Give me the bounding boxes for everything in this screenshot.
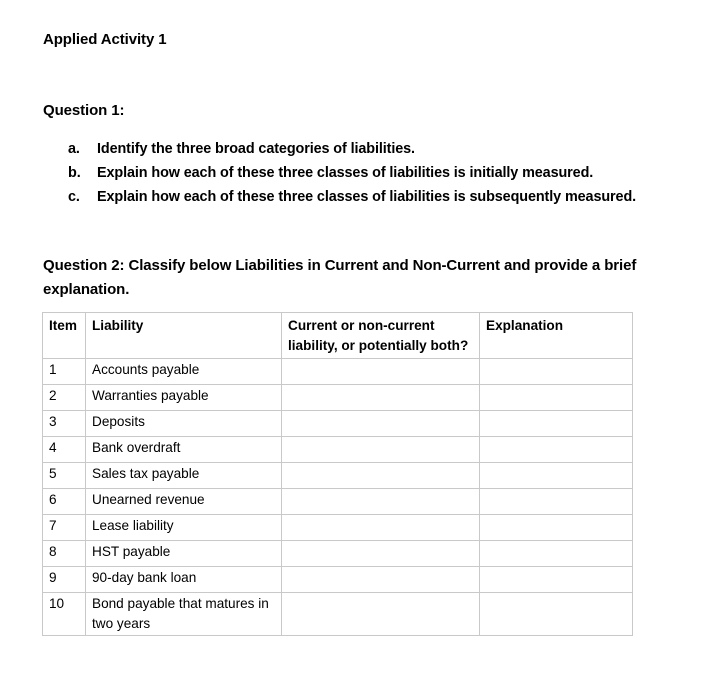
- item-number: 5: [43, 463, 86, 489]
- list-marker: a.: [68, 141, 80, 157]
- question-1-heading: Question 1:: [43, 102, 125, 119]
- header-liability: Liability: [86, 313, 282, 359]
- explanation-cell[interactable]: [480, 593, 633, 636]
- table-row: [43, 385, 633, 411]
- liability-name: Lease liability: [86, 515, 282, 541]
- list-marker: b.: [68, 165, 81, 181]
- question-2-heading: Question 2: Classify below Liabilities in Current and Non-Current and provide a brief explanation.: [43, 257, 637, 298]
- explanation-cell[interactable]: [480, 437, 633, 463]
- table-row: [43, 515, 633, 541]
- list-marker: c.: [68, 189, 80, 205]
- classification-cell[interactable]: [282, 489, 480, 515]
- liability-name: Accounts payable: [86, 359, 282, 385]
- header-item: Item: [43, 313, 86, 359]
- liability-name: 90-day bank loan: [86, 567, 282, 593]
- explanation-cell[interactable]: [480, 541, 633, 567]
- item-number: 3: [43, 411, 86, 437]
- question-1-item: [68, 185, 636, 209]
- question-1-item: [68, 161, 636, 185]
- document-title: Applied Activity 1: [43, 31, 167, 48]
- item-number: 4: [43, 437, 86, 463]
- classification-cell[interactable]: [282, 385, 480, 411]
- list-item-text: Identify the three broad categories of liabilities.: [97, 141, 415, 157]
- classification-cell[interactable]: [282, 541, 480, 567]
- table-row: [43, 593, 633, 636]
- classification-cell[interactable]: [282, 567, 480, 593]
- table-row: [43, 541, 633, 567]
- liability-name: Bond payable that matures in two years: [86, 593, 282, 636]
- item-number: 7: [43, 515, 86, 541]
- list-item-text: Explain how each of these three classes of liabilities is initially measured.: [97, 165, 594, 181]
- classification-cell[interactable]: [282, 593, 480, 636]
- table-row: [43, 359, 633, 385]
- item-number: 10: [43, 593, 86, 636]
- liability-name: Sales tax payable: [86, 463, 282, 489]
- item-number: 1: [43, 359, 86, 385]
- explanation-cell[interactable]: [480, 385, 633, 411]
- liability-name: Deposits: [86, 411, 282, 437]
- item-number: 6: [43, 489, 86, 515]
- liability-name: HST payable: [86, 541, 282, 567]
- explanation-cell[interactable]: [480, 359, 633, 385]
- classification-cell[interactable]: [282, 411, 480, 437]
- item-number: 8: [43, 541, 86, 567]
- table-header-row: [43, 313, 633, 359]
- header-classification: Current or non-current liability, or potentially both?: [282, 313, 480, 359]
- classification-cell[interactable]: [282, 437, 480, 463]
- table-row: [43, 567, 633, 593]
- table-row: [43, 489, 633, 515]
- liability-name: Warranties payable: [86, 385, 282, 411]
- list-item-text: Explain how each of these three classes of liabilities is subsequently measured.: [97, 189, 637, 205]
- classification-cell[interactable]: [282, 515, 480, 541]
- item-number: 2: [43, 385, 86, 411]
- item-number: 9: [43, 567, 86, 593]
- table-row: [43, 463, 633, 489]
- table-row: [43, 411, 633, 437]
- explanation-cell[interactable]: [480, 515, 633, 541]
- question-1-list: [68, 137, 636, 209]
- explanation-cell[interactable]: [480, 567, 633, 593]
- explanation-cell[interactable]: [480, 411, 633, 437]
- header-explanation: Explanation: [480, 313, 633, 359]
- question-1-item: [68, 137, 636, 161]
- classification-cell[interactable]: [282, 463, 480, 489]
- liability-name: Unearned revenue: [86, 489, 282, 515]
- table-row: [43, 437, 633, 463]
- classification-cell[interactable]: [282, 359, 480, 385]
- liability-name: Bank overdraft: [86, 437, 282, 463]
- explanation-cell[interactable]: [480, 463, 633, 489]
- explanation-cell[interactable]: [480, 489, 633, 515]
- liabilities-table: [42, 312, 633, 636]
